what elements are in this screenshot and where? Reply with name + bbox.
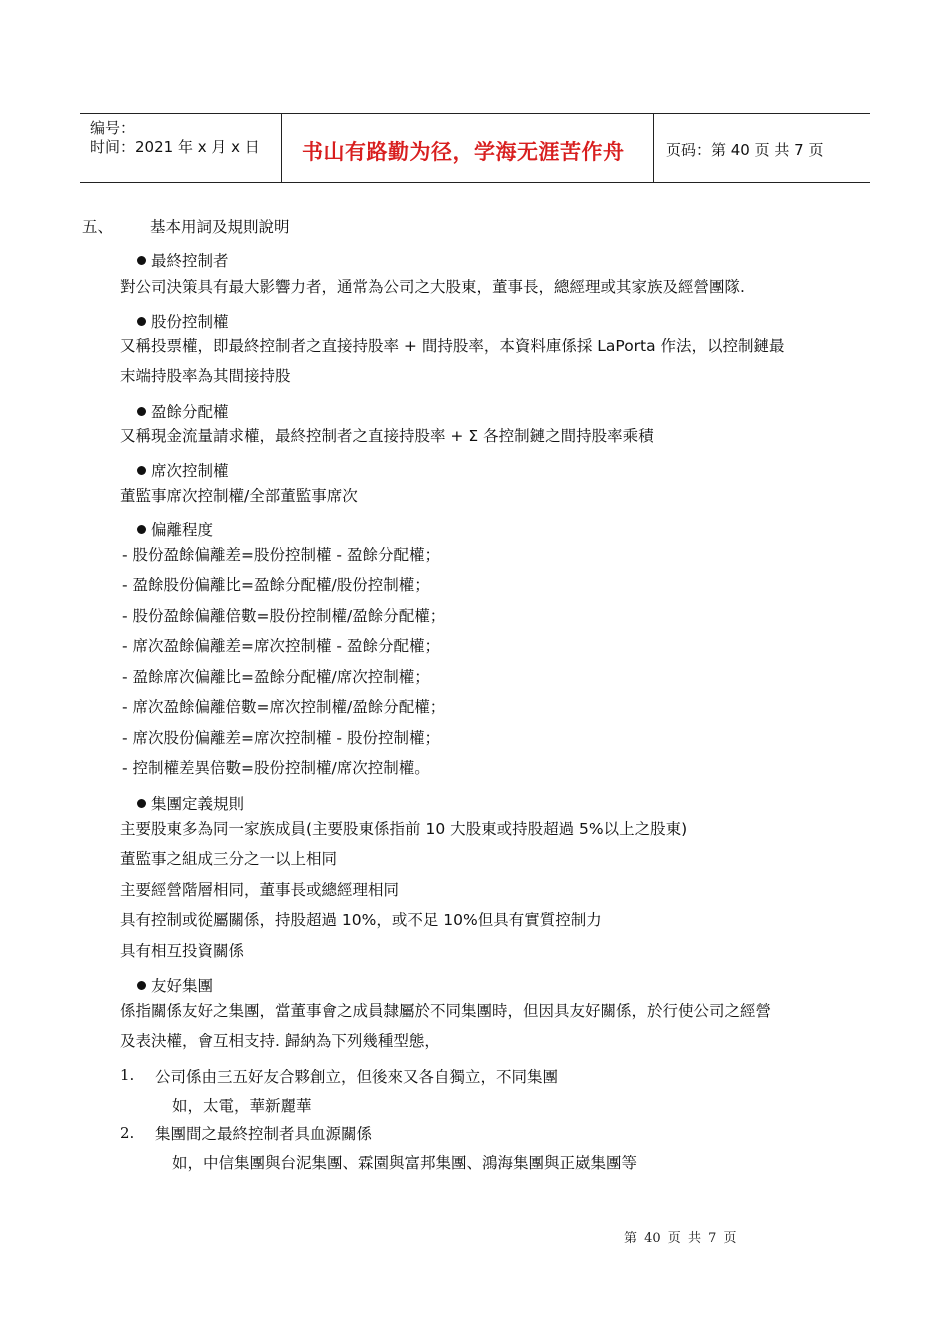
list-item: - 盈餘股份偏離比=盈餘分配權/股份控制權；	[122, 576, 430, 594]
term-body: 係指關係友好之集團，當董事會之成員隸屬於不同集團時，但因具友好關係，於行使公司之經營	[120, 1002, 772, 1020]
bullet-icon	[137, 256, 146, 265]
list-item: - 控制權差異倍數=股份控制權/席次控制權。	[122, 759, 430, 777]
term-heading: 股份控制權	[137, 310, 229, 332]
bullet-icon	[137, 466, 146, 475]
list-item: 公司係由三五好友合夥創立，但後來又各自獨立，不同集團	[155, 1068, 559, 1086]
header-page-info: 页码：第 40 页 共 7 页	[666, 141, 824, 159]
list-item: - 席次股份偏離差=席次控制權 - 股份控制權；	[122, 729, 440, 747]
header-table	[80, 113, 870, 183]
bullet-icon	[137, 525, 146, 534]
bullet-icon	[137, 317, 146, 326]
document-number-label: 编号：	[90, 119, 136, 137]
section-title: 基本用詞及規則說明	[150, 218, 290, 236]
term-body: 對公司決策具有最大影響力者，通常為公司之大股東，董事長，總經理或其家族及經營團隊.	[120, 278, 745, 296]
term-body: 又稱投票權，即最終控制者之直接持股率 + 間持股率，本資料庫係採 LaPorta 作法，以控制鏈最	[120, 337, 785, 355]
term-heading: 盈餘分配權	[137, 400, 229, 422]
bullet-icon	[137, 799, 146, 808]
list-item: 具有相互投資關係	[120, 942, 245, 960]
page-footer: 第 40 页 共 7 页	[624, 1231, 737, 1246]
list-item-example: 如，中信集團與台泥集團、霖園與富邦集團、鴻海集團與正崴集團等	[172, 1154, 638, 1172]
list-item-example: 如，太電，華新麗華	[172, 1097, 312, 1115]
list-item: 董監事之組成三分之一以上相同	[120, 850, 338, 868]
list-item: - 盈餘席次偏離比=盈餘分配權/席次控制權；	[122, 668, 430, 686]
term-heading: 席次控制權	[137, 459, 229, 481]
list-item: 主要經營階層相同，董事長或總經理相同	[120, 881, 400, 899]
list-number: 1.	[120, 1066, 135, 1084]
term-heading: 集團定義規則	[137, 792, 244, 814]
list-number: 2.	[120, 1124, 135, 1142]
term-body: 又稱現金流量請求權，最終控制者之直接持股率 + Σ 各控制鏈之間持股率乘積	[120, 427, 654, 445]
document-date: 时间：2021 年 x 月 x 日	[90, 138, 260, 156]
term-heading: 最終控制者	[137, 249, 229, 271]
list-item: - 席次盈餘偏離倍數=席次控制權/盈餘分配權；	[122, 698, 446, 716]
term-body: 末端持股率為其間接持股	[120, 367, 291, 385]
term-heading: 友好集團	[137, 974, 213, 996]
list-item: - 席次盈餘偏離差=席次控制權 - 盈餘分配權；	[122, 637, 440, 655]
header-motto: 书山有路勤为径，学海无涯苦作舟	[302, 140, 625, 164]
section-number: 五、	[82, 218, 114, 236]
header-divider	[281, 114, 282, 182]
term-body: 及表決權，會互相支持. 歸納為下列幾種型態，	[120, 1032, 440, 1050]
header-divider	[653, 114, 654, 182]
list-item: 主要股東多為同一家族成員(主要股東係指前 10 大股東或持股超過 5%以上之股東)	[120, 820, 688, 838]
bullet-icon	[137, 981, 146, 990]
term-body: 董監事席次控制權/全部董監事席次	[120, 487, 358, 505]
bullet-icon	[137, 407, 146, 416]
term-heading: 偏離程度	[137, 518, 213, 540]
list-item: 具有控制或從屬關係，持股超過 10%，或不足 10%但具有實質控制力	[120, 911, 602, 929]
list-item: - 股份盈餘偏離差=股份控制權 - 盈餘分配權；	[122, 546, 440, 564]
list-item: 集團間之最終控制者具血源關係	[155, 1125, 373, 1143]
list-item: - 股份盈餘偏離倍數=股份控制權/盈餘分配權；	[122, 607, 446, 625]
